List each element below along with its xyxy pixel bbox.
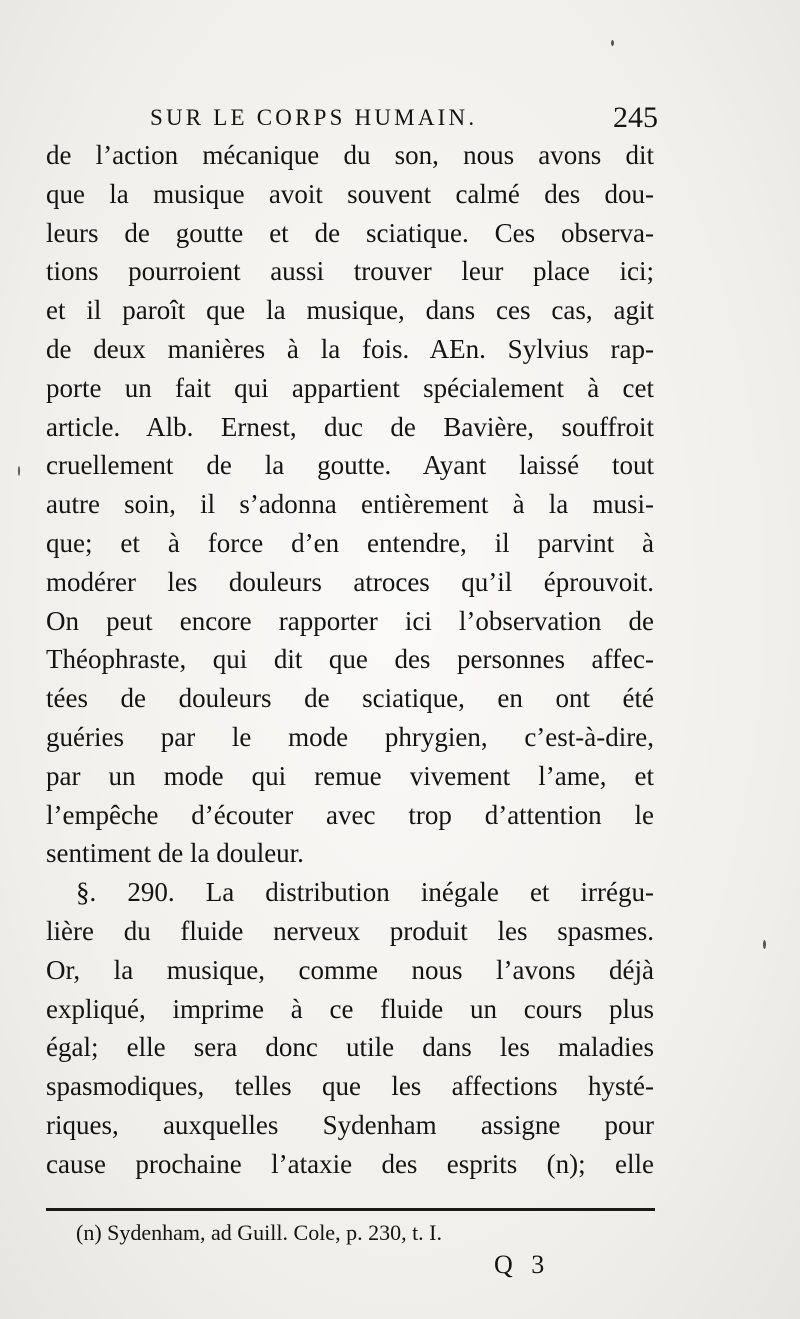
text-line: tions pourroient aussi trouver leur place ici; <box>46 256 654 287</box>
ink-speck <box>611 40 614 46</box>
text-line: spasmodiques, telles que les affections hysté- <box>46 1071 654 1102</box>
text-line: égal; elle sera donc utile dans les maladies <box>46 1032 654 1063</box>
text-line: autre soin, il s’adonna entièrement à la musi- <box>46 489 654 520</box>
text-line: Théophraste, qui dit que des personnes affec- <box>46 644 654 675</box>
text-line: cause prochaine l’ataxie des esprits (n); elle <box>46 1148 654 1179</box>
text-line: modérer les douleurs atroces qu’il éprouvoit. <box>46 566 654 597</box>
text-line: §. 290. La distribution inégale et irrégu- <box>76 877 654 908</box>
body-text <box>46 136 654 1184</box>
text-line: porte un fait qui appartient spécialement à cet <box>46 372 654 403</box>
ink-speck <box>763 940 766 949</box>
text-line: de deux manières à la fois. AEn. Sylvius rap- <box>46 333 654 364</box>
text-line: l’empêche d’écouter avec trop d’attention le <box>46 799 654 830</box>
running-title: SUR LE CORPS HUMAIN. <box>150 105 478 130</box>
signature-mark: Q 3 <box>494 1250 551 1279</box>
text-line: Or, la musique, comme nous l’avons déjà <box>46 954 654 985</box>
text-line: On peut encore rapporter ici l’observation de <box>46 605 654 636</box>
text-line: sentiment de la douleur. <box>46 838 304 869</box>
text-line: tées de douleurs de sciatique, en ont été <box>46 683 654 714</box>
text-line: article. Alb. Ernest, duc de Bavière, souffroit <box>46 411 654 442</box>
text-line: que; et à force d’en entendre, il parvint à <box>46 527 654 558</box>
text-line: de l’action mécanique du son, nous avons dit <box>46 140 654 170</box>
page-header <box>40 98 658 138</box>
footnote: (n) Sydenham, ad Guill. Cole, p. 230, t. I. <box>76 1220 443 1245</box>
text-line: riques, auxquelles Sydenham assigne pour <box>46 1109 654 1140</box>
footnote-rule <box>46 1208 655 1211</box>
text-line: expliqué, imprime à ce fluide un cours plus <box>46 993 654 1024</box>
page-number: 245 <box>613 101 658 134</box>
text-line: que la musique avoit souvent calmé des dou- <box>46 178 654 209</box>
text-line: lière du fluide nerveux produit les spasmes. <box>46 915 654 946</box>
text-line: et il paroît que la musique, dans ces cas, agit <box>46 295 654 326</box>
text-line: par un mode qui remue vivement l’ame, et <box>46 760 654 791</box>
text-line: leurs de goutte et de sciatique. Ces observa- <box>46 217 654 248</box>
ink-speck <box>18 466 20 476</box>
text-line: cruellement de la goutte. Ayant laissé tout <box>46 450 654 481</box>
text-line: guéries par le mode phrygien, c’est-à-dire, <box>46 721 654 752</box>
